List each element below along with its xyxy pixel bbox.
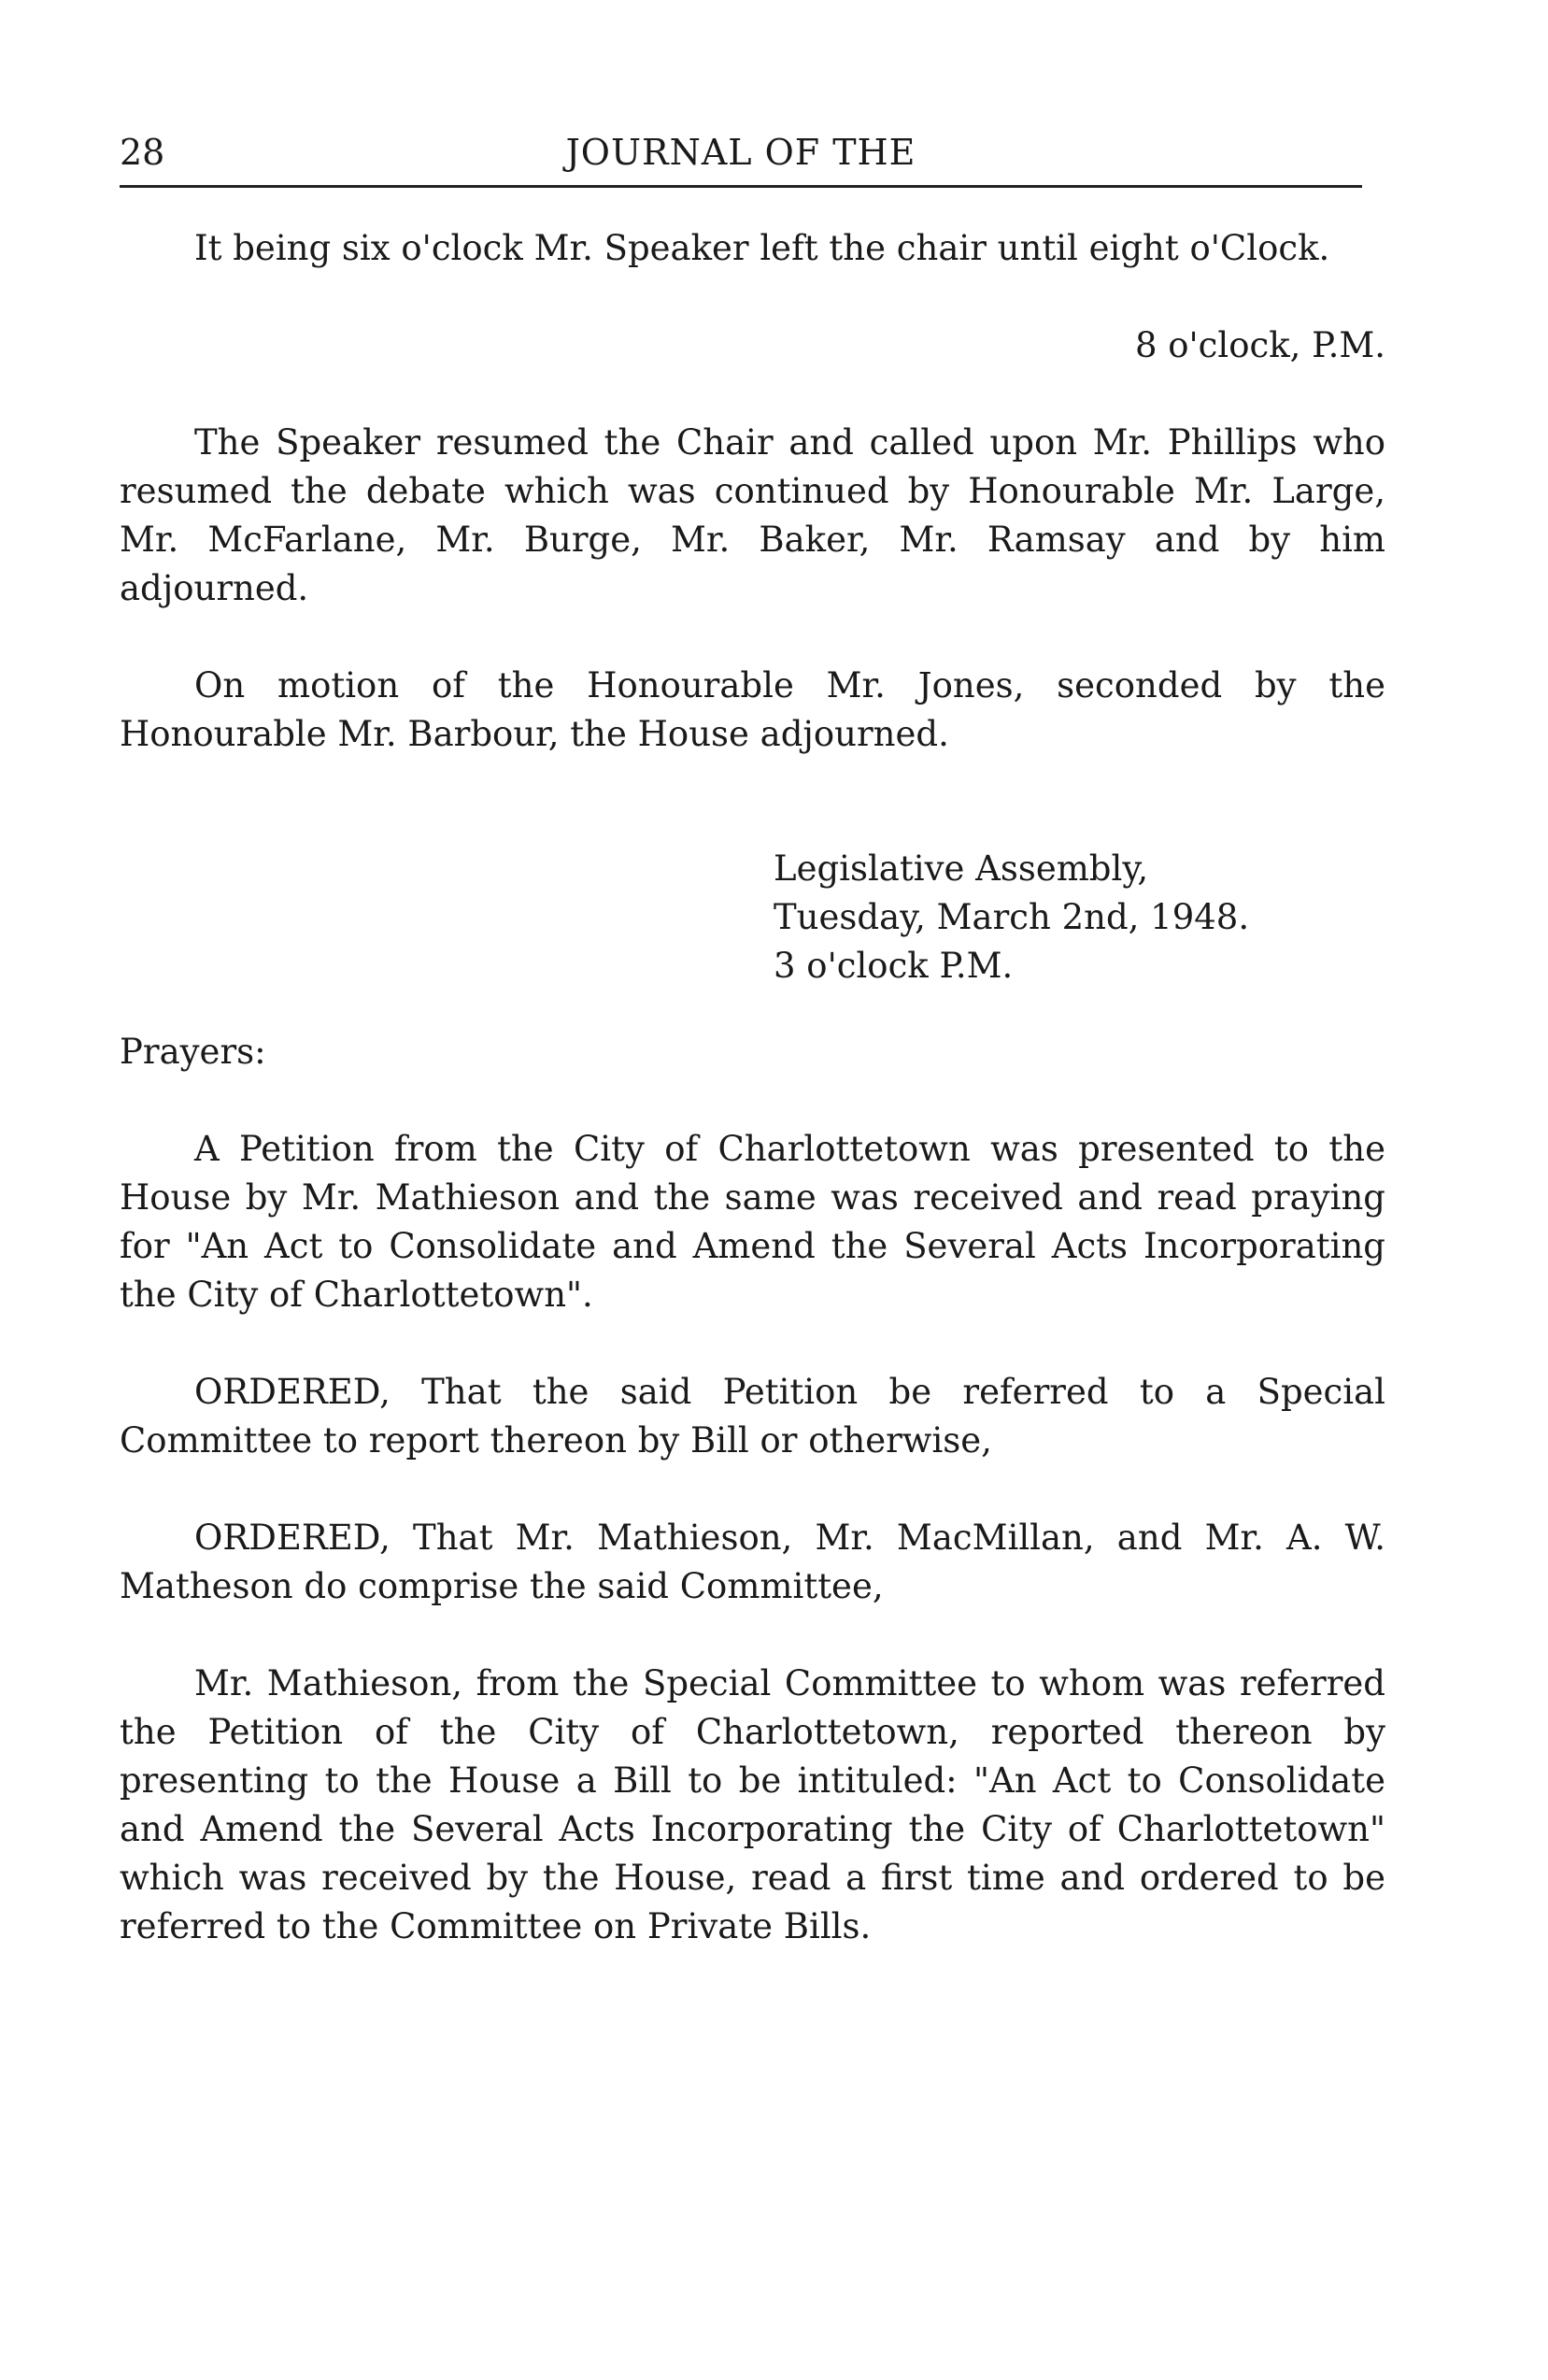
prayers-label: Prayers: bbox=[120, 1032, 266, 1072]
assembly-line: Legislative Assembly, bbox=[774, 848, 1149, 889]
paragraph-debate-resumed: The Speaker resumed the Chair and called upon Mr. Phillips who resumed the debate which was continued by Honourable Mr. Large, Mr. McFarlane, Mr. Burge, Mr. Baker, Mr. Ramsay and by him adjourned. bbox=[120, 422, 1385, 608]
time-line: 3 o'clock P.M. bbox=[774, 946, 1014, 986]
paragraph-adjourned: On motion of the Honourable Mr. Jones, seconded by the Honourable Mr. Barbour, the House adjourned. bbox=[120, 665, 1385, 754]
page-header bbox=[120, 129, 1362, 188]
page-body bbox=[120, 224, 1385, 1951]
paragraph-committee-report: Mr. Mathieson, from the Special Committee to whom was referred the Petition of the City of Charlottetown, reported thereon by presenting to the House a Bill to be intituled: "An Act to Consolidate and Amend the Several Acts Incorporating the City of Charlottetown" which was received by the House, read a first time and ordered to be referred to the Committee on Private Bills. bbox=[120, 1663, 1385, 1946]
paragraph-ordered-committee: ORDERED, That Mr. Mathieson, Mr. MacMillan, and Mr. A. W. Matheson do comprise the said Committee, bbox=[120, 1518, 1385, 1606]
paragraph-petition: A Petition from the City of Charlottetown was presented to the House by Mr. Mathieson and the same was received and read praying for "An Act to Consolidate and Amend the Several Acts Incorporating the City of Charlottetown". bbox=[120, 1129, 1385, 1315]
paragraph-speaker-left: It being six o'clock Mr. Speaker left the chair until eight o'Clock. bbox=[194, 228, 1330, 268]
date-line: Tuesday, March 2nd, 1948. bbox=[774, 897, 1250, 937]
session-date-block bbox=[774, 845, 1385, 990]
paragraph-ordered-referred: ORDERED, That the said Petition be referred to a Special Committee to report thereon by Bill or otherwise, bbox=[120, 1372, 1385, 1461]
time-mark: 8 o'clock, P.M. bbox=[1134, 325, 1385, 365]
page-number: 28 bbox=[120, 132, 165, 173]
running-title: JOURNAL OF THE bbox=[565, 132, 916, 173]
